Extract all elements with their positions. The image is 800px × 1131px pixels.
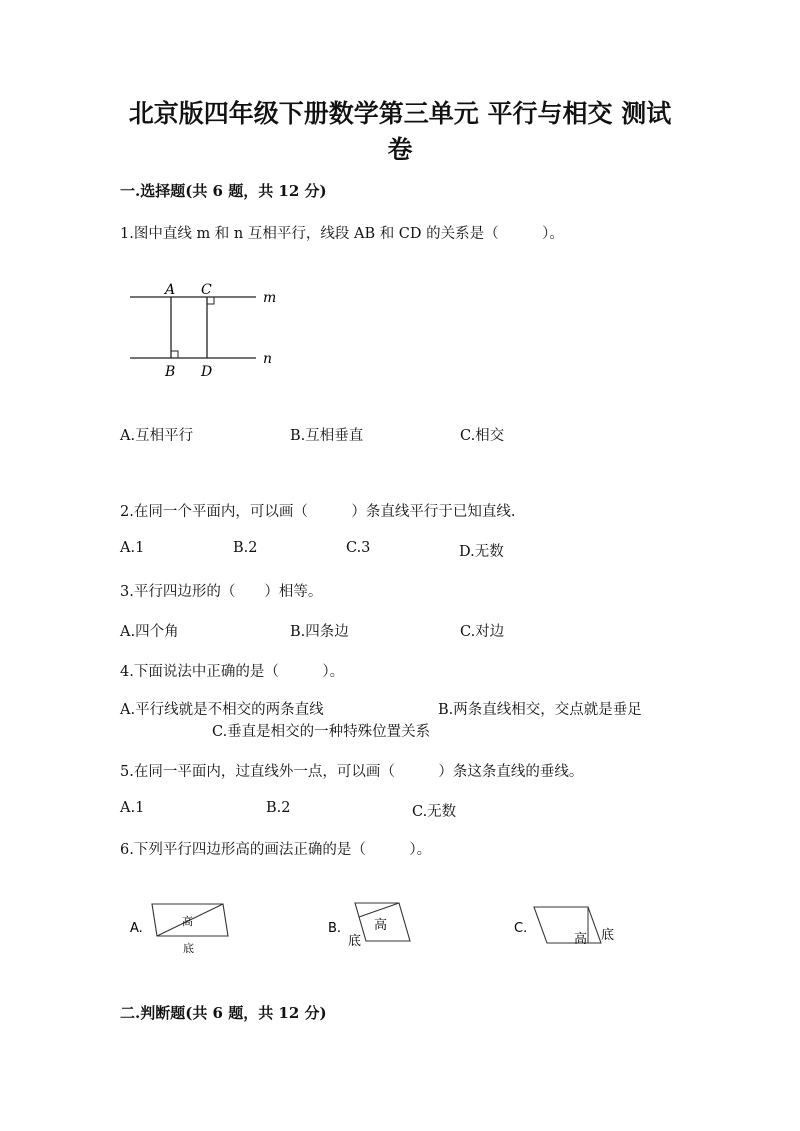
question-2-option-c[interactable]: C.3 xyxy=(346,540,371,556)
question-2-option-d[interactable]: D.无数 xyxy=(459,544,504,560)
base-label-c: 底 xyxy=(601,928,615,943)
question-3-option-a[interactable]: A.四个角 xyxy=(120,624,179,640)
question-1-option-b[interactable]: B.互相垂直 xyxy=(290,428,364,444)
question-1-text: 1.图中直线 m 和 n 互相平行，线段 AB 和 CD 的关系是（ ）。 xyxy=(120,226,564,242)
question-1-option-c[interactable]: C.相交 xyxy=(460,428,505,444)
section-heading-choice: 一.选择题(共 6 题，共 12 分) xyxy=(120,182,327,200)
question-6-figure-option-b[interactable] xyxy=(326,895,421,957)
title-line-1: 北京版四年级下册数学第三单元 平行与相交 测试 xyxy=(128,99,672,128)
question-4-option-b[interactable]: B.两条直线相交，交点就是垂足 xyxy=(438,702,642,718)
right-angle-mark-c xyxy=(207,297,214,304)
label-n: n xyxy=(263,351,273,367)
question-3-option-b[interactable]: B.四条边 xyxy=(290,624,349,640)
base-label-b: 底 xyxy=(348,934,362,949)
question-6-text: 6.下列平行四边形高的画法正确的是（ ）。 xyxy=(120,842,432,858)
question-1-option-a[interactable]: A.互相平行 xyxy=(120,428,194,444)
label-c: C xyxy=(201,282,212,298)
height-label-c: 高 xyxy=(574,932,588,947)
question-6-figure-option-a[interactable] xyxy=(128,895,238,957)
question-4-option-c[interactable]: C.垂直是相交的一种特殊位置关系 xyxy=(212,724,431,740)
label-a: A xyxy=(165,282,176,298)
question-2-option-b[interactable]: B.2 xyxy=(233,540,258,556)
option-c-label: C. xyxy=(514,921,528,936)
option-a-label: A. xyxy=(130,921,143,936)
right-angle-mark-b xyxy=(171,351,178,358)
title-line-2: 卷 xyxy=(387,135,413,164)
parallelogram-c xyxy=(534,907,601,943)
question-5-option-a[interactable]: A.1 xyxy=(120,800,145,816)
question-5-option-c[interactable]: C.无数 xyxy=(412,804,457,820)
label-d: D xyxy=(201,364,213,380)
question-1-figure xyxy=(128,278,288,382)
question-2-option-a[interactable]: A.1 xyxy=(120,540,145,556)
question-2-text: 2.在同一个平面内，可以画（ ）条直线平行于已知直线. xyxy=(120,504,516,520)
question-4-text: 4.下面说法中正确的是（ ）。 xyxy=(120,664,345,680)
question-4-option-a[interactable]: A.平行线就是不相交的两条直线 xyxy=(120,702,324,718)
label-m: m xyxy=(263,290,277,306)
base-label-a: 底 xyxy=(183,942,194,955)
question-5-option-b[interactable]: B.2 xyxy=(266,800,291,816)
question-3-option-c[interactable]: C.对边 xyxy=(460,624,505,640)
question-5-text: 5.在同一平面内，过直线外一点，可以画（ ）条这条直线的垂线。 xyxy=(120,764,584,780)
option-b-label: B. xyxy=(328,921,342,936)
height-label-a: 高 xyxy=(182,915,193,928)
question-3-text: 3.平行四边形的（ ）相等。 xyxy=(120,584,323,600)
question-6-figure-option-c[interactable] xyxy=(512,895,624,957)
label-b: B xyxy=(165,364,176,380)
height-line-b xyxy=(359,903,399,917)
height-label-b: 高 xyxy=(374,918,388,933)
page-title xyxy=(60,96,740,168)
section-heading-judgment: 二.判断题(共 6 题，共 12 分) xyxy=(120,1004,327,1022)
